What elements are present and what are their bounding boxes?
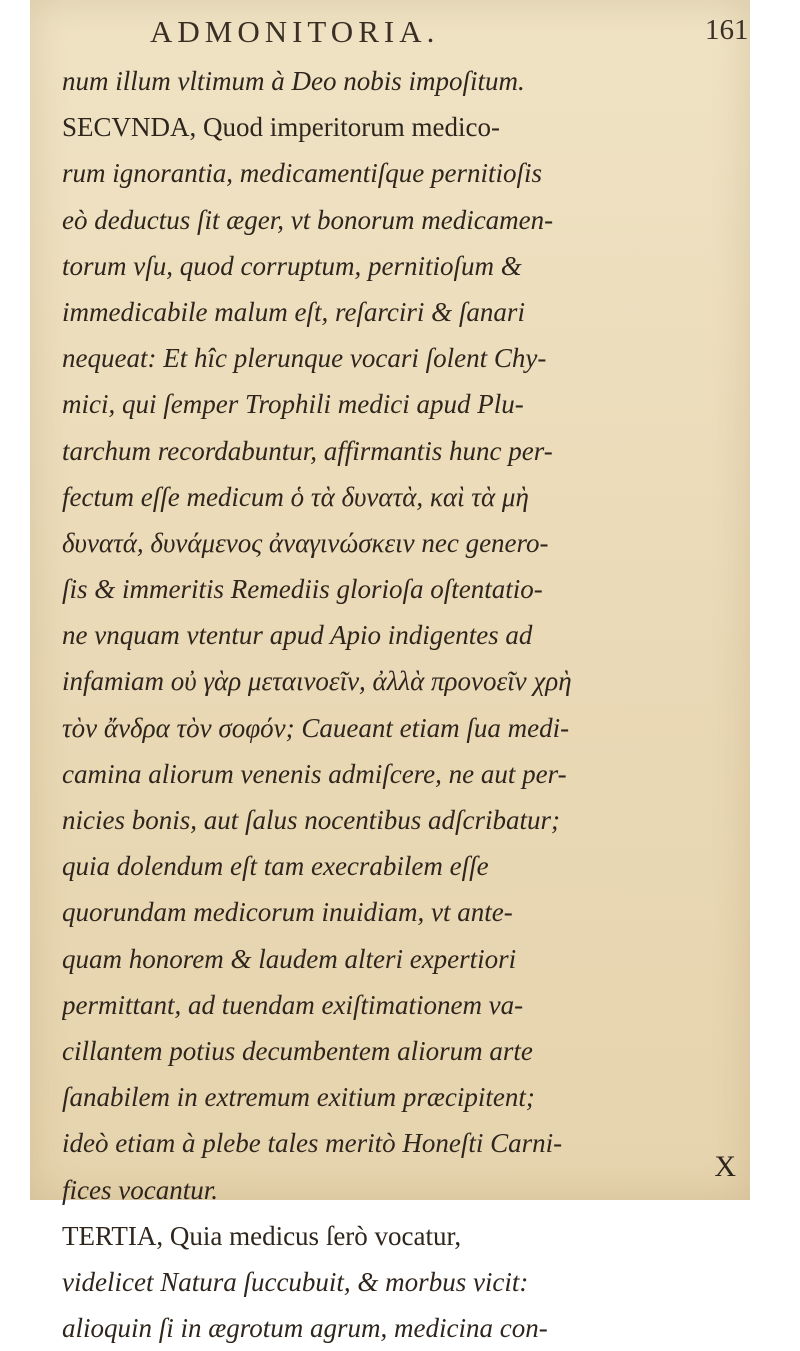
text-line: alioquin ſi in ægrotum agrum, medicina con-: [62, 1313, 548, 1344]
text-line: δυνατά, δυνάμενος ἀναγινώσκειν nec genero-: [62, 527, 549, 558]
text-line: videlicet Natura ſuccubuit, & morbus vicit:: [62, 1266, 529, 1297]
text-line: nequeat: Et hîc plerunque vocari ſolent Chy-: [62, 343, 547, 374]
text-line: torum vſu, quod corruptum, pernitioſum &: [62, 250, 522, 281]
text-line: quorundam medicorum inuidiam, vt ante-: [62, 897, 513, 928]
text-line: camina aliorum venenis admiſcere, ne aut per-: [62, 758, 567, 789]
text-line: fectum eſſe medicum ὁ τὰ δυνατὰ, καὶ τὰ μὴ: [62, 481, 529, 512]
text-line: tarchum recordabuntur, affirmantis hunc per-: [62, 435, 553, 466]
running-head: ADMONITORIA.: [150, 14, 440, 49]
text-line: ideò etiam à plebe tales meritò Honeſti Carni-: [62, 1128, 563, 1159]
text-line: TERTIA, Quia medicus ſerò vocatur,: [62, 1220, 462, 1251]
text-line: ſis & immeritis Remediis glorioſa oſtentatio-: [62, 574, 543, 605]
text-line: ſanabilem in extremum exitium præcipitent;: [62, 1082, 535, 1113]
text-line: immedicabile malum eſt, reſarciri & ſanari: [62, 296, 525, 327]
text-line: quia dolendum eſt tam execrabilem eſſe: [62, 851, 489, 882]
text-line: cillantem potius decumbentem aliorum arte: [62, 1035, 533, 1066]
text-line: infamiam οὐ γὰρ μεταινοεῖν, ἀλλὰ προνοεῖν χρὴ: [62, 666, 572, 697]
text-line: SECVNDA, Quod imperitorum medico-: [62, 112, 500, 143]
signature-mark: X: [714, 1150, 736, 1183]
text-line: nicies bonis, aut ſalus nocentibus adſcribatur;: [62, 805, 560, 835]
text-line: eò deductus ſit æger, vt bonorum medicamen-: [62, 204, 554, 235]
text-line: τὸν ἄνδρα τὸν σοφόν; Caueant etiam ſua medi-: [62, 712, 570, 743]
page-number: 161: [705, 14, 749, 46]
text-line: rum ignorantia, medicamentiſque pernitioſis: [62, 158, 542, 189]
text-line: permittant, ad tuendam exiſtimationem va-: [62, 989, 524, 1020]
text-line: mici, qui ſemper Trophili medici apud Plu-: [62, 389, 524, 420]
text-line: fices vocantur.: [62, 1174, 218, 1205]
text-line: ne vnquam vtentur apud Apio indigentes ad: [62, 620, 533, 651]
text-line: quam honorem & laudem alteri expertiori: [62, 943, 517, 974]
text-line: num illum vltimum à Deo nobis impoſitum.: [62, 66, 525, 96]
